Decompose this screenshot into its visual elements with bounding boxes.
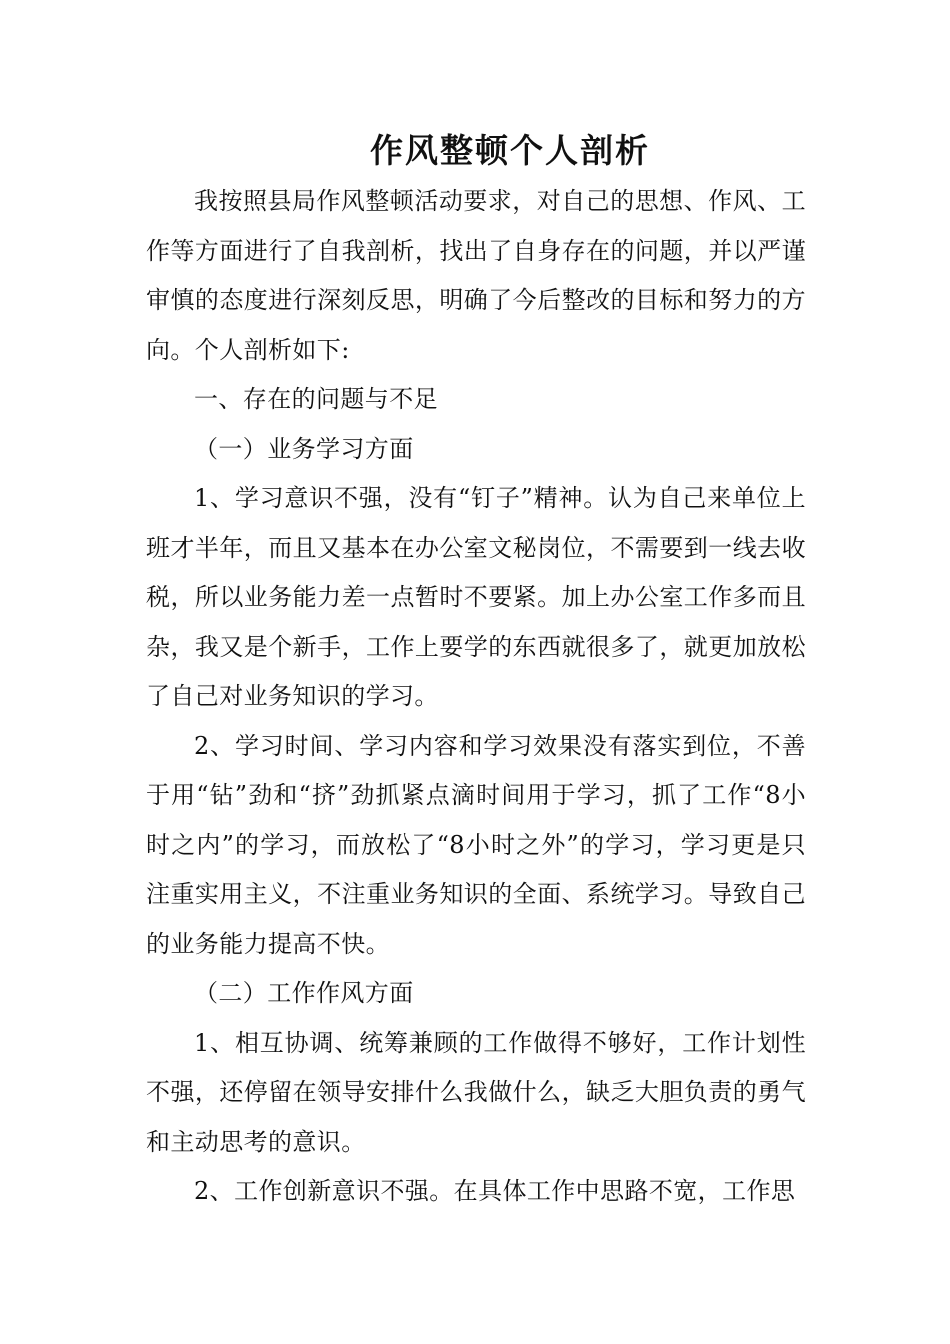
work-style-item-1: 1、相互协调、统筹兼顾的工作做得不够好，工作计划性不强，还停留在领导安排什么我做什么，缺乏大胆负责的勇气和主动思考的意识。 [146, 1028, 806, 1156]
work-style-item-2: 2、工作创新意识不强。在具体工作中思路不宽，工作思 [194, 1177, 796, 1205]
study-item-2: 2、学习时间、学习内容和学习效果没有落实到位，不善于用“钻”劲和“挤”劲抓紧点滴时间用于学习，抓了工作“8小时之内”的学习，而放松了“8小时之外”的学习，学习更是只注重实用主义，不注重业务知识的全面、系统学习。导致自己的业务能力提高不快。 [146, 731, 806, 958]
intro-paragraph: 我按照县局作风整顿活动要求，对自己的思想、作风、工作等方面进行了自我剖析，找出了自身存在的问题，并以严谨审慎的态度进行深刻反思，明确了今后整改的目标和努力的方向。个人剖析如下: [146, 187, 806, 364]
subsection-heading-work-style: （二）工作作风方面 [194, 979, 414, 1007]
document-title: 作风整顿个人剖析 [370, 131, 650, 170]
document-body [146, 177, 806, 1217]
section-heading-problems: 一、存在的问题与不足 [194, 385, 438, 413]
study-item-1: 1、学习意识不强，没有“钉子”精神。认为自己来单位上班才半年，而且又基本在办公室文秘岗位，不需要到一线去收税，所以业务能力差一点暂时不要紧。加上办公室工作多而且杂，我又是个新手，工作上要学的东西就很多了，就更加放松了自己对业务知识的学习。 [146, 484, 806, 710]
subsection-heading-study: （一）业务学习方面 [194, 434, 414, 463]
